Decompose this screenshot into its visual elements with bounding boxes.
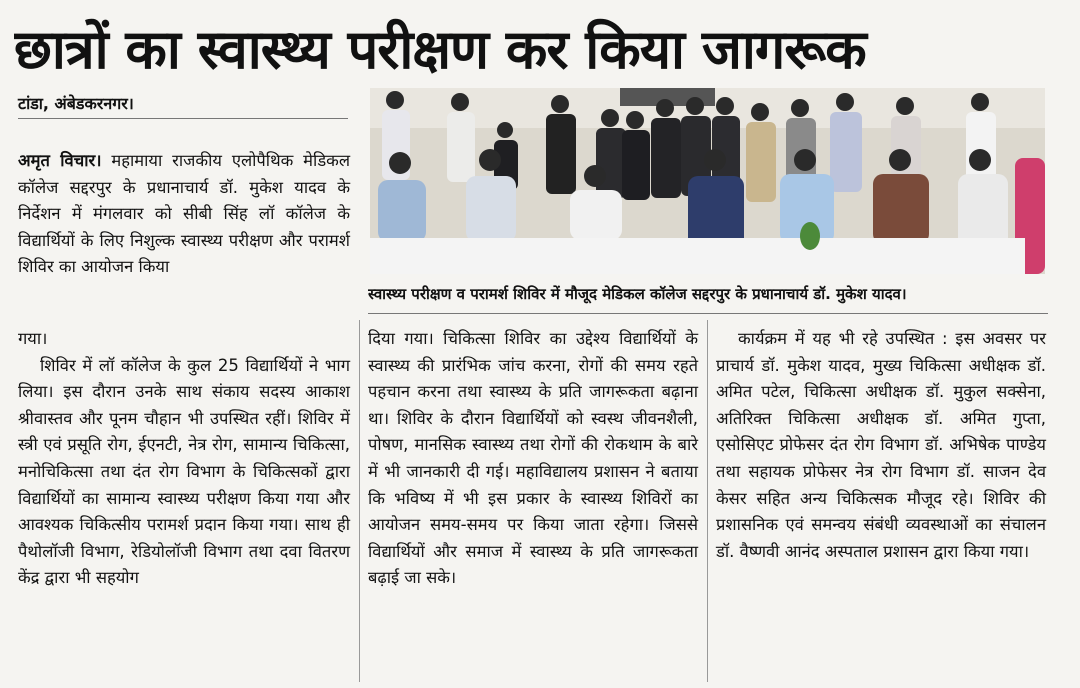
group-photo-image: [370, 88, 1045, 274]
article-column-3: [716, 326, 1046, 565]
article-column-1-top: [18, 148, 350, 281]
article-para-2: शिविर में लॉ कॉलेज के कुल 25 विद्यार्थियों ने भाग लिया। इस दौरान उनके साथ संकाय सदस्य आकाश श्रीवास्तव और पूनम चौहान भी उपस्थित रहीं। शिविर में स्त्री एवं प्रसूति रोग, ईएनटी, नेत्र रोग, सामान्य चिकित्सा, मनोचिकित्सा तथा दंत रोग विभाग के चिकित्सकों द्वारा विद्यार्थियों का सामान्य स्वास्थ्य परीक्षण किया गया और आवश्यक चिकित्सीय परामर्श प्रदान किया गया। साथ ही पैथोलॉजी विभाग, रेडियोलॉजी विभाग तथा दवा वितरण केंद्र द्वारा भी सहयोग: [18, 355, 350, 588]
photo-caption: स्वास्थ्य परीक्षण व परामर्श शिविर में मौजूद मेडिकल कॉलेज सद्दरपुर के प्रधानाचार्य डॉ. मुकेश यादव।: [368, 285, 907, 303]
column-divider: [359, 320, 360, 682]
article-column-1: [18, 326, 350, 592]
column-divider: [707, 320, 708, 682]
article-column-2: [368, 326, 698, 592]
article-para-4: कार्यक्रम में यह भी रहे उपस्थित : इस अवसर पर प्राचार्य डॉ. मुकेश यादव, मुख्य चिकित्सा अधीक्षक डॉ. अमित पटेल, चिकित्सा अधीक्षक डॉ. मुकुल सक्सेना, अतिरिक्त चिकित्सा अधीक्षक डॉ. अमित गुप्ता, एसोसिएट प्रोफेसर दंत रोग विभाग डॉ. अभिषेक पाण्डेय तथा सहायक प्रोफेसर नेत्र रोग विभाग डॉ. साजन देव केसर सहित अन्य चिकित्सक मौजूद रहे। शिविर की प्रशासनिक एवं समन्वय संबंधी व्यवस्थाओं का संचालन डॉ. वैष्णवी आनंद अस्पताल प्रशासन द्वारा किया गया।: [716, 329, 1046, 561]
article-para-3: दिया गया। चिकित्सा शिविर का उद्देश्य विद्यार्थियों के स्वास्थ्य की प्रारंभिक जांच करना, रोगों की समय रहते पहचान करना तथा स्वास्थ्य के प्रति जागरूकता बढ़ाना था। शिविर के दौरान विद्यार्थियों को स्वस्थ जीवनशैली, पोषण, मानसिक स्वास्थ्य तथा रोगों की रोकथाम के बारे में भी जानकारी दी गई। महाविद्यालय प्रशासन ने बताया कि भविष्य में भी इस प्रकार के स्वास्थ्य शिविरों का आयोजन समय-समय पर किया जाता रहेगा। जिससे विद्यार्थियों और समाज में स्वास्थ्य के प्रति जागरूकता बढ़ाई जा सके।: [368, 329, 698, 588]
article-para-1-end: गया।: [18, 329, 48, 348]
article-para-1: महामाया राजकीय एलोपैथिक मेडिकल कॉलेज सद्दरपुर के प्रधानाचार्य डॉ. मुकेश यादव के निर्देशन में मंगलवार को सीबी सिंह लॉ कॉलेज के विद्यार्थियों के लिए निशुल्क स्वास्थ्य परीक्षण और परामर्श शिविर का आयोजन किया: [18, 151, 351, 277]
divider: [18, 118, 348, 119]
dateline: टांडा, अंबेडकरनगर।: [18, 94, 134, 113]
article-lead: अमृत विचार।: [18, 151, 102, 170]
news-photo: [370, 88, 1045, 274]
caption-divider: [368, 313, 1048, 314]
headline: छात्रों का स्वास्थ्य परीक्षण कर किया जागरूक: [14, 17, 866, 81]
